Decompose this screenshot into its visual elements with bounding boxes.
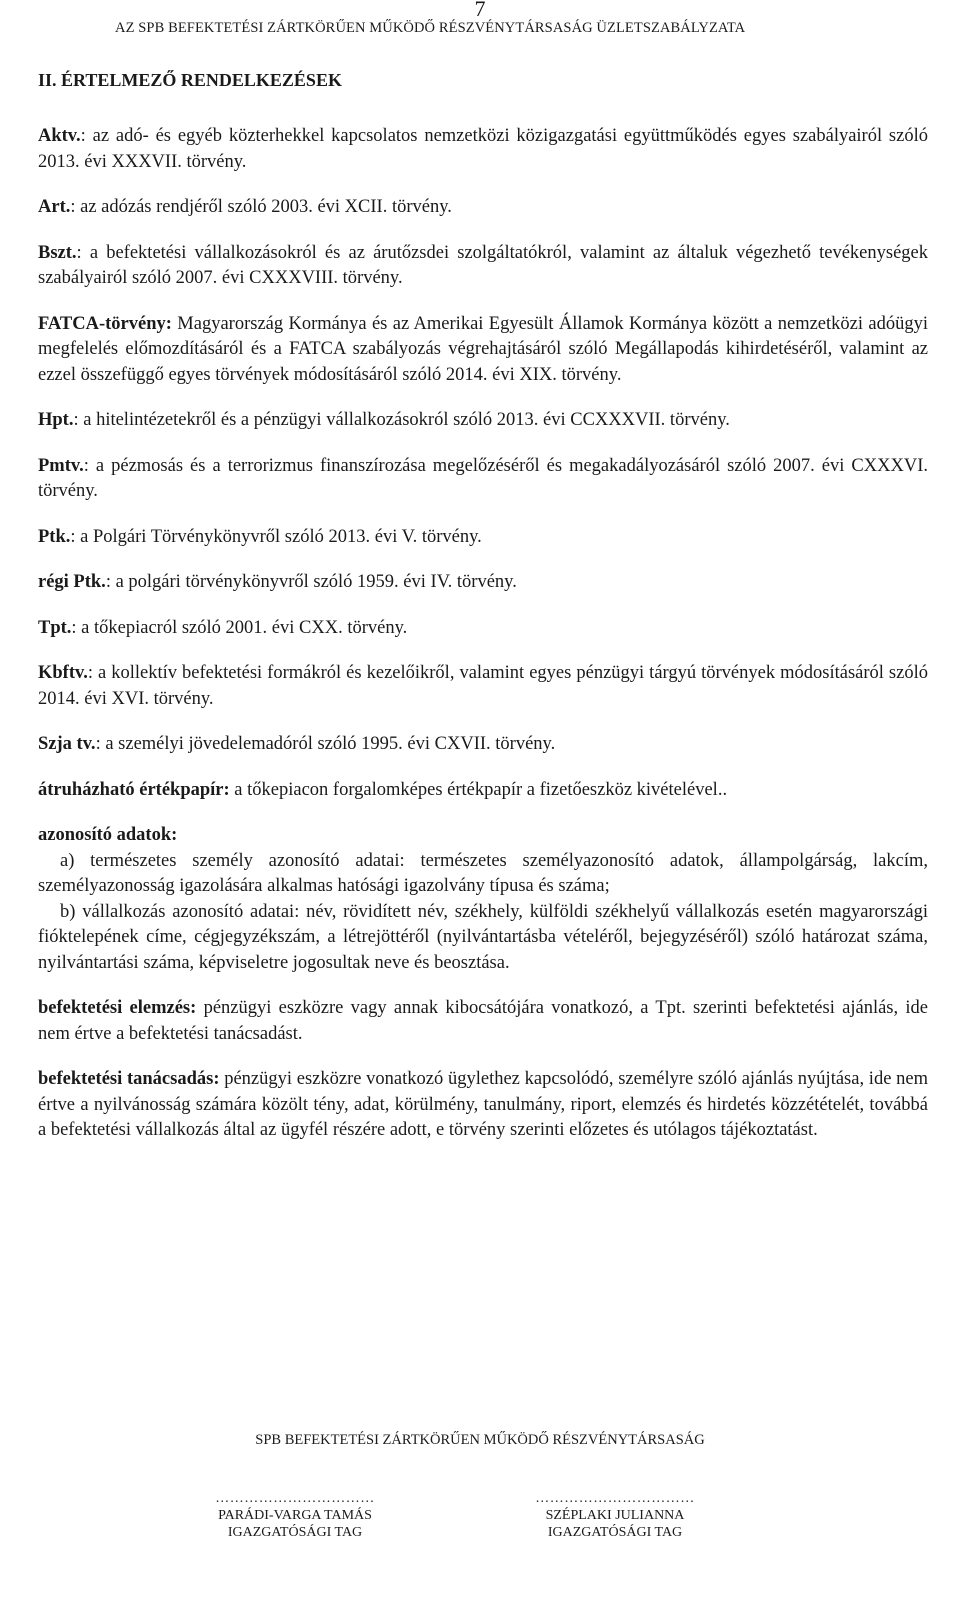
definition-text: : a kollektív befektetési formákról és kezelőikről, valamint egyes pénzügyi tárgyú törvények módosításáról szóló 2014. évi XVI. törvény. (38, 663, 928, 709)
definitions-list (38, 124, 928, 1164)
definition-fatca (38, 312, 928, 389)
definition-text: : a Polgári Törvénykönyvről szóló 2013. évi V. törvény. (70, 526, 482, 547)
page-number: 7 (474, 0, 486, 21)
definition-hpt (38, 408, 928, 434)
definition-regi-ptk (38, 570, 928, 596)
definition-subitem-b: b) vállalkozás azonosító adatai: név, rövidített név, székhely, külföldi székhelyű vállalkozás esetén magyarországi fióktelepének címe, cégjegyzékszám, a létrejöttéről (nyilvántartásba vételéről, bejegyzéséről) szóló határozat száma, nyilvántartási száma, képviseletre jogosultak neve és beosztása. (38, 901, 928, 973)
definition-term: FATCA-törvény: (38, 313, 172, 334)
definition-term: Szja tv. (38, 734, 96, 754)
definition-term: Tpt. (38, 617, 72, 638)
definition-aktv (38, 124, 928, 175)
definition-kbftv (38, 661, 928, 712)
definition-text: : a befektetési vállalkozásokról és az árutőzsdei szolgáltatókról, valamint az általuk végezhető tevékenységek szabályairól szóló 2007. évi CXXXVIII. törvény. (38, 242, 928, 288)
definition-text: : a polgári törvénykönyvről szóló 1959. évi IV. törvény. (105, 572, 517, 592)
running-header: AZ SPB BEFEKTETÉSI ZÁRTKÖRŰEN MŰKÖDŐ RÉSZVÉNYTÁRSASÁG ÜZLETSZABÁLYZATA (115, 20, 746, 36)
definition-text: Magyarország Kormánya és az Amerikai Egyesült Államok Kormánya között a nemzetközi adóügyi megfelelés előmozdításáról és a FATCA szabályozás végrehajtásáról szóló Megállapodás kihirdetéséről, valamint az ezzel összefüggő egyes törvények módosításáról szóló 2014. évi XIX. törvény. (38, 313, 928, 385)
signature-block-left (180, 1490, 410, 1541)
definition-befektetesi-elemzes (38, 996, 928, 1047)
definition-term: azonosító adatok: (38, 825, 178, 845)
definition-text: : a hitelintézetekről és a pénzügyi vállalkozásokról szóló 2013. évi CCXXXVII. törvény. (73, 410, 730, 430)
signature-line: …………………………… (535, 1491, 695, 1506)
definition-bszt (38, 241, 928, 292)
definition-text: : a pézmosás és a terrorizmus finanszírozása megelőzéséről és megakadályozásáról szóló 2007. évi CXXXVI. törvény. (38, 455, 928, 501)
definition-text: : az adó- és egyéb közterhekkel kapcsolatos nemzetközi közigazgatási együttműködés egyes szabályairól szóló 2013. évi XXXVII. törvény. (38, 126, 928, 172)
definition-pmtv (38, 454, 928, 505)
definition-tpt (38, 616, 928, 642)
definition-befektetesi-tanacsadas (38, 1067, 928, 1144)
definition-atruhazhato-ertekpapir (38, 778, 928, 804)
definition-term: befektetési elemzés: (38, 998, 197, 1018)
definition-term: Bszt. (38, 242, 77, 263)
definition-term: régi Ptk. (38, 572, 106, 592)
definition-term: Art. (38, 197, 71, 217)
signatory-role: IGAZGATÓSÁGI TAG (547, 1525, 683, 1540)
definition-azonosito-adatok (38, 823, 928, 849)
signatory-name: SZÉPLAKI JULIANNA (545, 1508, 685, 1523)
definition-art (38, 195, 928, 221)
definition-term: befektetési tanácsadás: (38, 1069, 220, 1089)
signatory-name: PARÁDI-VARGA TAMÁS (218, 1508, 372, 1523)
footer-company-name: SPB BEFEKTETÉSI ZÁRTKÖRŰEN MŰKÖDŐ RÉSZVÉNYTÁRSASÁG (255, 1432, 705, 1448)
section-title: II. ÉRTELMEZŐ RENDELKEZÉSEK (38, 70, 342, 90)
definition-subitem-a: a) természetes személy azonosító adatai: természetes személyazonosító adatok, állampolgárság, lakcím, személyazonosság igazolására alkalmas hatósági igazolvány típusa és száma; (38, 850, 928, 896)
definition-term: Ptk. (38, 526, 71, 547)
definition-ptk (38, 525, 928, 551)
definition-text: a tőkepiacon forgalomképes értékpapír a fizetőeszköz kivételével.. (229, 779, 728, 800)
definition-term: Aktv. (38, 126, 81, 146)
signature-line: …………………………… (215, 1491, 375, 1506)
definition-text: : az adózás rendjéről szóló 2003. évi XCII. törvény. (70, 197, 452, 217)
signature-block-right (500, 1490, 730, 1541)
definition-szja (38, 732, 928, 758)
signatory-role: IGAZGATÓSÁGI TAG (227, 1525, 363, 1540)
definition-term: Hpt. (38, 410, 74, 430)
definition-term: Kbftv. (38, 663, 88, 683)
definition-text: : a személyi jövedelemadóról szóló 1995. évi CXVII. törvény. (95, 734, 556, 754)
definition-text: pénzügyi eszközre vagy annak kibocsátójára vonatkozó, a Tpt. szerinti befektetési ajánlás, ide nem értve a befektetési tanácsadást. (38, 998, 929, 1044)
definition-term: átruházható értékpapír: (38, 779, 230, 800)
definition-text: pénzügyi eszközre vonatkozó ügylethez kapcsolódó, személyre szóló ajánlás nyújtása, ide nem értve a nyilvánosság számára közölt tény, adat, körülmény, tanulmány, riport, elemzés és hirdetés közzétételét, továbbá a befektetési vállalkozás által az ügyfél részére adott, e törvény szerinti előzetes és utólagos tájékoztatást. (38, 1069, 928, 1140)
definition-term: Pmtv. (38, 455, 84, 476)
definition-text: : a tőkepiacról szóló 2001. évi CXX. törvény. (71, 617, 408, 638)
